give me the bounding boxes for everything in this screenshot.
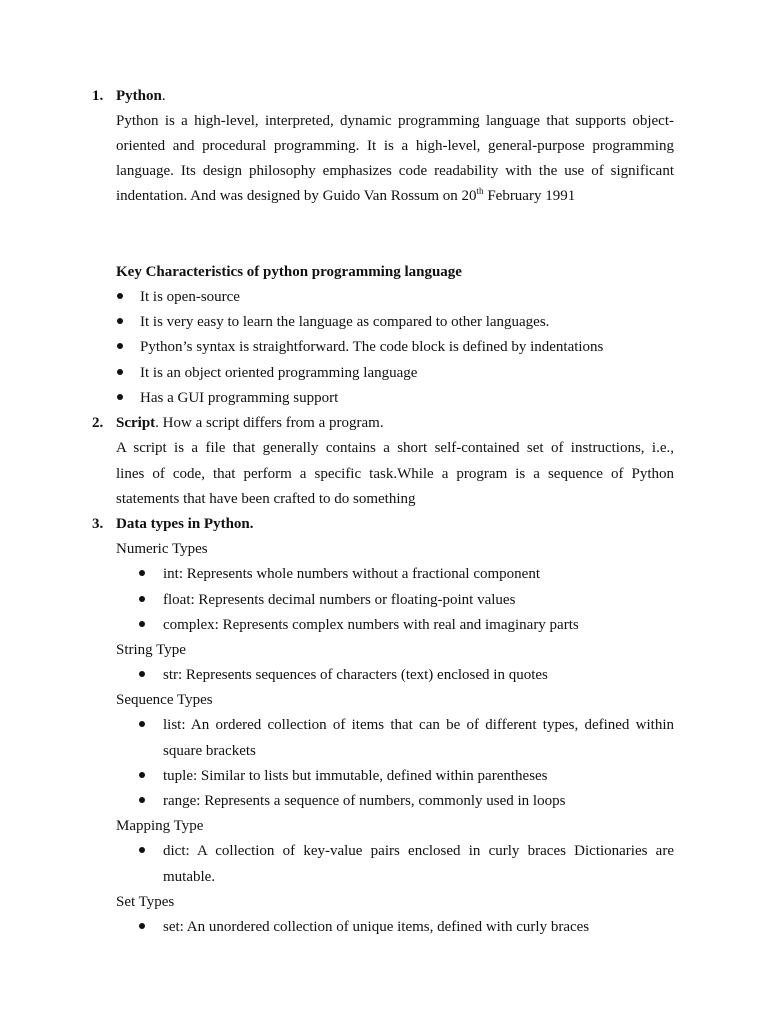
python-para-line-2: oriented and procedural programming. It is a high-level, general-purpose programming [116, 138, 674, 154]
key-item-2: It is very easy to learn the language as compared to other languages. [140, 314, 550, 330]
key-item-1: It is open-source [140, 289, 240, 305]
section-2-number: 2. [92, 415, 104, 431]
section-3-number: 3. [92, 516, 104, 532]
section-1-heading [116, 86, 166, 106]
bullet-icon [117, 343, 123, 349]
bullet-icon [139, 596, 145, 602]
sequence-item-range: range: Represents a sequence of numbers, commonly used in loops [163, 793, 566, 809]
section-2-heading [116, 413, 384, 433]
script-para-line-3: statements that have been crafted to do something [116, 491, 416, 507]
bullet-icon [117, 369, 123, 375]
numeric-types-label: Numeric Types [116, 541, 208, 557]
section-2-title: Script [116, 415, 156, 431]
python-para-line-1: Python is a high-level, interpreted, dynamic programming language that supports object- [116, 113, 674, 129]
sequence-item-tuple: tuple: Similar to lists but immutable, defined within parentheses [163, 768, 548, 784]
python-para-line-3: language. Its design philosophy emphasizes code readability with the use of significant [116, 163, 674, 179]
script-para-line-1: A script is a file that generally contains a short self-contained set of instructions, i.e., [116, 440, 674, 456]
python-para-line-4-start: indentation. And was designed by Guido Van Rossum on 20 [116, 188, 477, 204]
bullet-icon [139, 570, 145, 576]
key-item-4: It is an object oriented programming language [140, 365, 418, 381]
script-para-line-2: lines of code, that perform a specific task.While a program is a sequence of Python [116, 466, 674, 482]
bullet-icon [117, 293, 123, 299]
bullet-icon [117, 394, 123, 400]
bullet-icon [117, 318, 123, 324]
section-3-title: Data types in Python. [116, 516, 254, 532]
numeric-item-complex: complex: Represents complex numbers with real and imaginary parts [163, 617, 579, 633]
bullet-icon [139, 621, 145, 627]
mapping-item-dict-line-1: dict: A collection of key-value pairs enclosed in curly braces Dictionaries are [163, 843, 674, 859]
bullet-icon [139, 847, 145, 853]
set-types-label: Set Types [116, 894, 175, 910]
bullet-icon [139, 923, 145, 929]
bullet-icon [139, 721, 145, 727]
sequence-types-label: Sequence Types [116, 692, 213, 708]
string-type-label: String Type [116, 642, 186, 658]
bullet-icon [139, 797, 145, 803]
set-item-set: set: An unordered collection of unique items, defined with curly braces [163, 919, 590, 935]
python-para-line-4-end: February 1991 [483, 188, 576, 204]
mapping-type-label: Mapping Type [116, 818, 204, 834]
section-2-title-rest: . How a script differs from a program. [155, 415, 384, 431]
string-item-str: str: Represents sequences of characters (text) enclosed in quotes [163, 667, 548, 683]
key-item-5: Has a GUI programming support [140, 390, 339, 406]
numeric-item-int: int: Represents whole numbers without a fractional component [163, 566, 540, 582]
python-date-superscript: th [476, 186, 484, 196]
sequence-item-list-line-2: square brackets [163, 743, 256, 759]
bullet-icon [139, 671, 145, 677]
bullet-icon [139, 772, 145, 778]
section-1-title: Python [116, 88, 162, 104]
python-para-line-4 [116, 186, 575, 206]
sequence-item-list-line-1: list: An ordered collection of items that can be of different types, defined within [163, 717, 674, 733]
numeric-item-float: float: Represents decimal numbers or floating-point values [163, 592, 516, 608]
key-item-3: Python’s syntax is straightforward. The code block is defined by indentations [140, 339, 604, 355]
section-1-title-suffix: . [161, 88, 166, 104]
mapping-item-dict-line-2: mutable. [163, 869, 216, 885]
section-1-number: 1. [92, 88, 104, 104]
key-characteristics-heading: Key Characteristics of python programming language [116, 264, 462, 280]
